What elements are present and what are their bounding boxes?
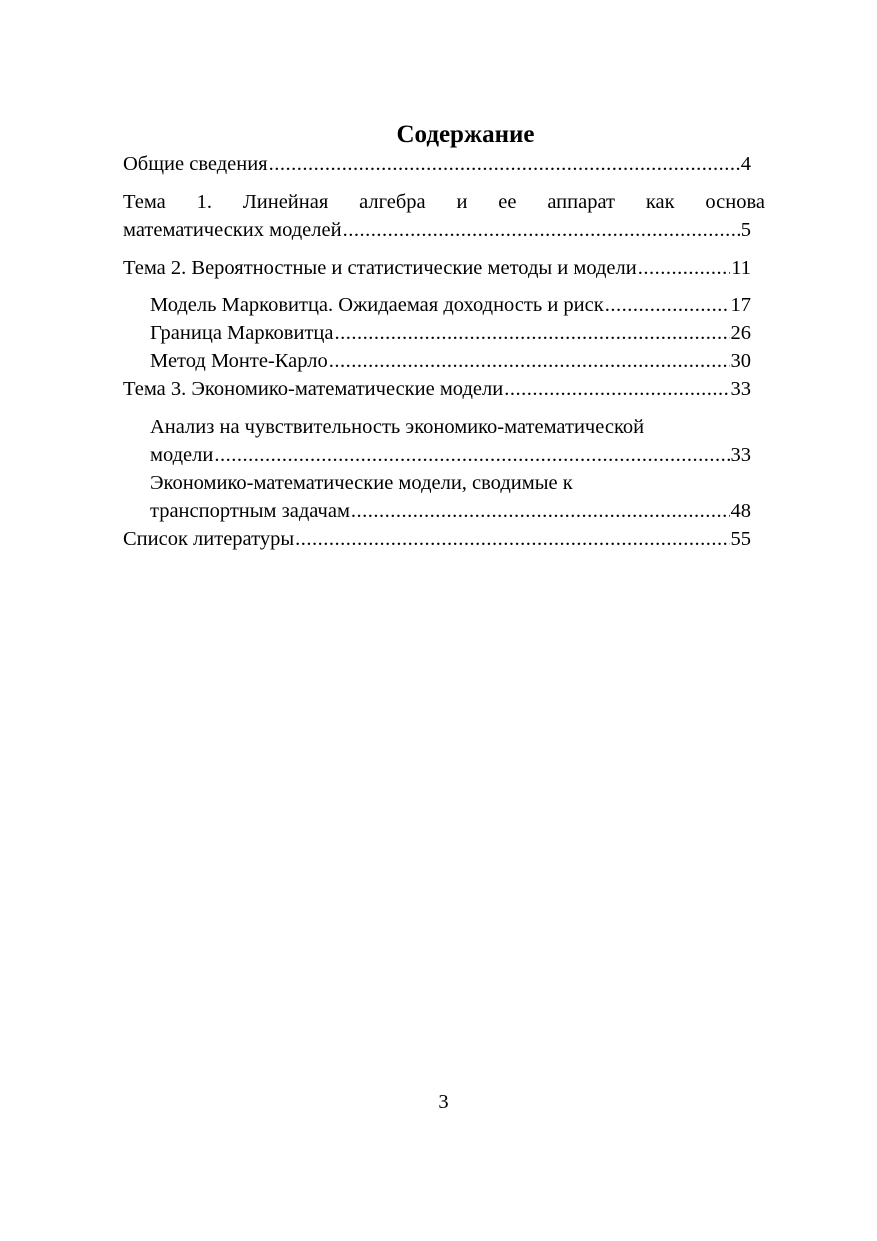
toc-entry-line-2	[150, 441, 751, 469]
toc-entry-topic-1[interactable]	[123, 188, 765, 244]
page-title: Содержание	[396, 121, 535, 148]
toc-entry-line-2	[150, 497, 751, 525]
toc-entry-general-info[interactable]	[123, 150, 751, 178]
toc-entry-page: 4	[740, 153, 751, 175]
toc-entry-transport-models[interactable]	[123, 469, 751, 525]
toc-entry-page: 55	[730, 528, 751, 550]
dot-leader	[214, 441, 729, 469]
toc-entry-monte-carlo[interactable]	[123, 347, 751, 375]
toc-entry-page: 17	[730, 294, 751, 316]
toc-entry-markowitz-model[interactable]	[123, 291, 751, 319]
toc-entry-references[interactable]	[123, 525, 751, 553]
toc-entry-sensitivity-analysis[interactable]	[123, 413, 751, 469]
toc-entry-page: 48	[730, 500, 751, 522]
dot-leader	[269, 150, 740, 178]
toc-entry-page: 30	[730, 350, 751, 372]
toc-entry-topic-2[interactable]	[123, 254, 751, 282]
toc-entry-label-line-2: транспортным задачам	[150, 500, 350, 522]
toc-entry-label: Граница Марковитца	[150, 322, 334, 344]
dot-leader	[295, 525, 729, 553]
dot-leader	[638, 254, 731, 282]
toc-entry-topic-3[interactable]	[123, 375, 751, 403]
toc-entry-page: 33	[730, 444, 751, 466]
dot-leader	[329, 347, 730, 375]
toc-entry-label-line-1: Анализ на чувствительность экономико-математической	[150, 416, 645, 438]
toc-entry-page: 11	[731, 257, 751, 279]
toc-entry-label: Тема 2. Вероятностные и статистические методы и модели	[123, 257, 637, 279]
toc-entry-page: 33	[730, 378, 751, 400]
page-number: 3	[438, 1091, 449, 1113]
toc-entry-label-line-1: Экономико-математические модели, сводимые к	[150, 472, 573, 494]
toc-entry-label: Тема 3. Экономико-математические модели	[123, 378, 504, 400]
toc-entry-label-line-2: математических моделей	[123, 219, 342, 241]
toc-entry-label-line-1: Тема 1. Линейная алгебра и ее аппарат как основа	[123, 191, 765, 213]
toc-entry-label: Метод Монте-Карло	[150, 350, 328, 372]
dot-leader	[605, 291, 730, 319]
dot-leader	[504, 375, 729, 403]
toc-entry-page: 26	[730, 322, 751, 344]
dot-leader	[351, 497, 730, 525]
toc-entry-label: Список литературы	[123, 528, 295, 550]
toc-entry-line-2	[123, 216, 751, 244]
toc-entry-label-line-2: модели	[150, 444, 214, 466]
toc-entry-markowitz-frontier[interactable]	[123, 319, 751, 347]
dot-leader	[334, 319, 729, 347]
toc-entry-label: Общие сведения	[123, 153, 268, 175]
toc-entry-label: Модель Марковитца. Ожидаемая доходность и риск	[150, 294, 604, 316]
table-of-contents	[123, 150, 765, 553]
toc-entry-page: 5	[740, 219, 751, 241]
dot-leader	[343, 216, 740, 244]
